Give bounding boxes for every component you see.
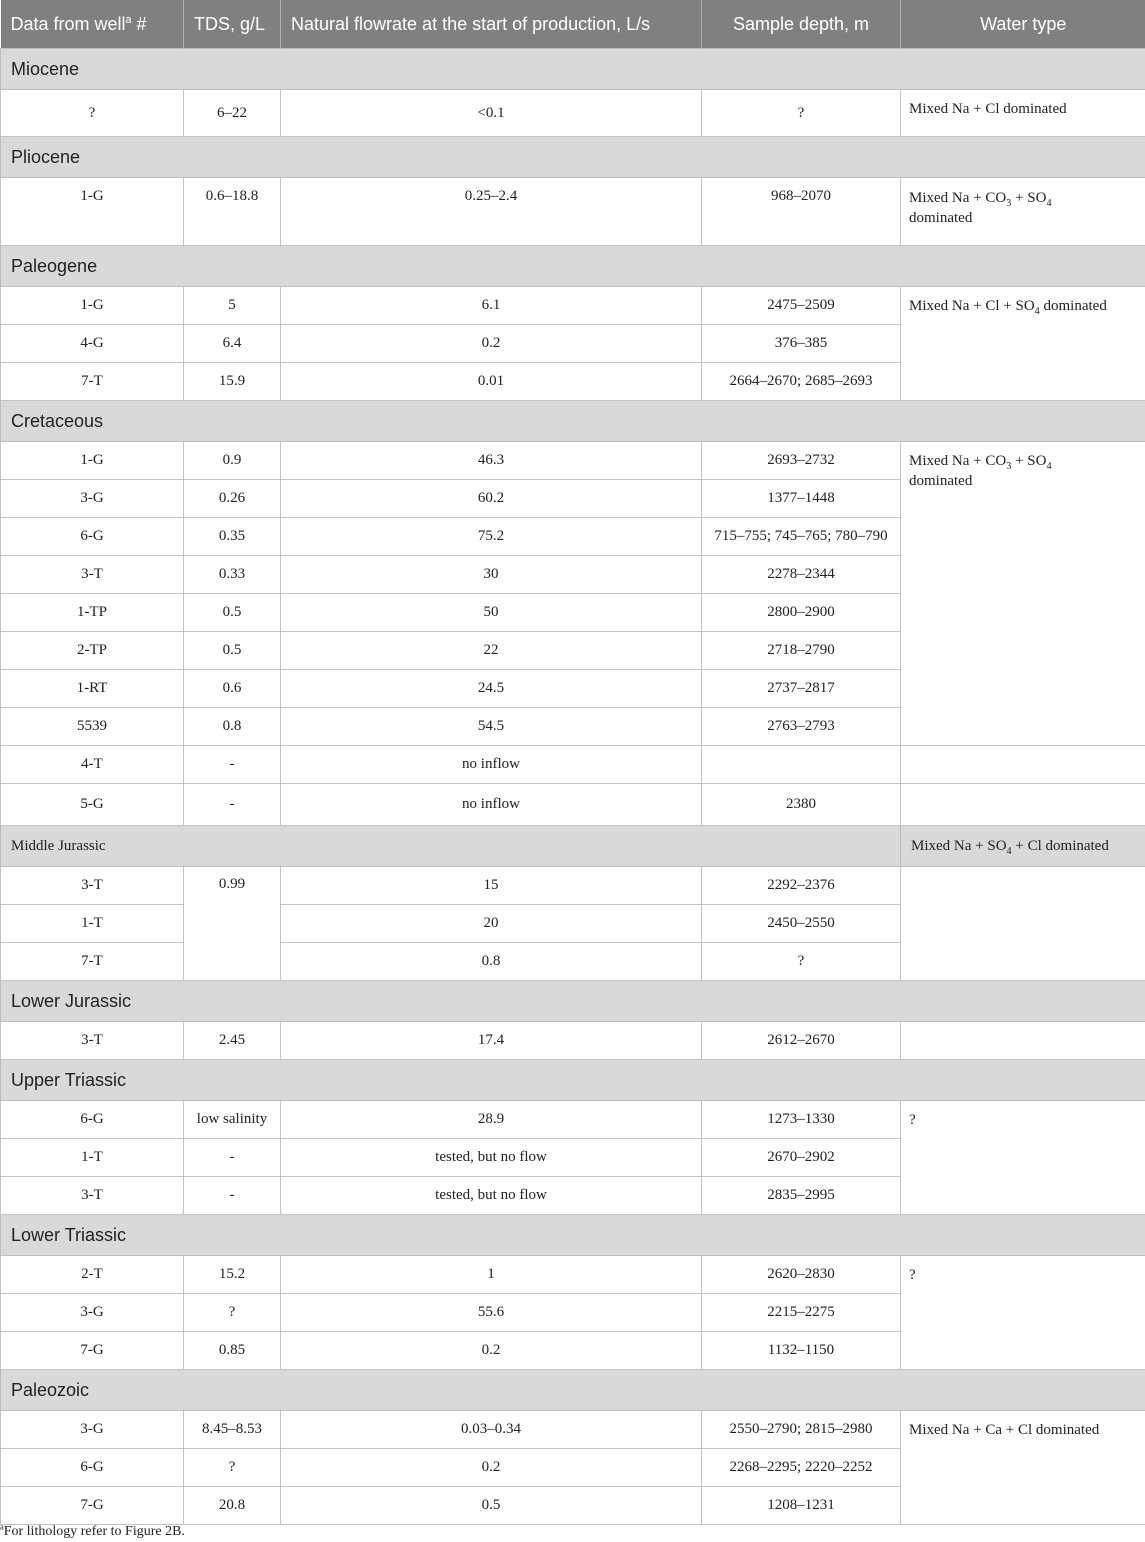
header-well: Data from well$^a$ # [1,0,184,49]
table-row: 4-T - no inflow [1,746,1145,784]
table-row: 1-RT 0.6 24.5 2737–2817 [1,670,1145,708]
section-row [1,981,1145,1022]
section-lower-jurassic: Lower Jurassic [1,981,1145,1022]
table-row: 1-G 5 6.1 2475–2509 Mixed $Na + Cl + SO_4$ dominated [1,287,1145,325]
table-row: 1-G 0.6–18.8 0.25–2.4 968–2070 Mixed $Na + CO_3 + SO_4$ dominated [1,178,1145,246]
section-paleogene: Paleogene [1,246,1145,287]
table-footnote: $^a$For lithology refer to Figure 2B. [0,1522,185,1539]
section-row [1,1060,1145,1101]
table-row: 3-G ? 55.6 2215–2275 [1,1294,1145,1332]
section-row [1,1215,1145,1256]
table-row: 7-T 0.8 ? [1,943,1145,981]
table-row: 3-T 0.33 30 2278–2344 [1,556,1145,594]
table-row: 7-T 15.9 0.01 2664–2670; 2685–2693 [1,363,1145,401]
section-middle-jurassic: Middle Jurassic [1,826,901,867]
table-row: 6-G ? 0.2 2268–2295; 2220–2252 [1,1449,1145,1487]
water-type-cretaceous: Mixed $Na + CO_3 + SO_4$ dominated [901,442,1145,746]
table-row: 3-T - tested, but no flow 2835–2995 [1,1177,1145,1215]
section-row [1,826,1145,867]
section-pliocene: Pliocene [1,137,1145,178]
water-type-lower-triassic: ? [901,1256,1145,1370]
table-row: 3-G 0.26 60.2 1377–1448 [1,480,1145,518]
header-flowrate: Natural flowrate at the start of production, L/s [281,0,702,49]
table-row: 5539 0.8 54.5 2763–2793 [1,708,1145,746]
table-row: 1-G 0.9 46.3 2693–2732 Mixed $Na + CO_3 + SO_4$ dominated [1,442,1145,480]
header-tds: TDS, g/L [184,0,281,49]
table-row: 3-T 2.45 17.4 2612–2670 [1,1022,1145,1060]
table-row: 5-G - no inflow 2380 [1,784,1145,826]
section-paleozoic: Paleozoic [1,1370,1145,1411]
table-row: 1-T - tested, but no flow 2670–2902 [1,1139,1145,1177]
table-row: 7-G 20.8 0.5 1208–1231 [1,1487,1145,1525]
header-row [1,0,1145,49]
section-row [1,401,1145,442]
section-row [1,137,1145,178]
water-type-paleozoic: Mixed Na + Ca + Cl dominated [901,1411,1145,1525]
water-type-miocene: Mixed Na + Cl dominated [901,90,1145,137]
section-row [1,246,1145,287]
table-row: 4-G 6.4 0.2 376–385 [1,325,1145,363]
water-type-upper-triassic: ? [901,1101,1145,1215]
table-row: 1-T 20 2450–2550 [1,905,1145,943]
table-row: 2-T 15.2 1 2620–2830 ? [1,1256,1145,1294]
water-type-middle-jurassic: Mixed $Na + SO_4 + Cl$ dominated [901,826,1145,867]
section-row [1,1370,1145,1411]
section-cretaceous: Cretaceous [1,401,1145,442]
table-row: 7-G 0.85 0.2 1132–1150 [1,1332,1145,1370]
water-type-pliocene: Mixed $Na + CO_3 + SO_4$ dominated [901,178,1145,246]
table-row: 1-TP 0.5 50 2800–2900 [1,594,1145,632]
header-water-type: Water type [901,0,1145,49]
header-depth: Sample depth, m [702,0,901,49]
section-upper-triassic: Upper Triassic [1,1060,1145,1101]
table-row: 6-G 0.35 75.2 715–755; 745–765; 780–790 [1,518,1145,556]
table-row: 6-G low salinity 28.9 1273–1330 ? [1,1101,1145,1139]
section-lower-triassic: Lower Triassic [1,1215,1145,1256]
table-row: 3-G 8.45–8.53 0.03–0.34 2550–2790; 2815–2980 Mixed Na + Ca + Cl dominated [1,1411,1145,1449]
table-row: 2-TP 0.5 22 2718–2790 [1,632,1145,670]
section-miocene: Miocene [1,49,1145,90]
section-row [1,49,1145,90]
table-row: ? 6–22 <0.1 ? Mixed Na + Cl dominated [1,90,1145,137]
table-row: 3-T 0.99 15 2292–2376 [1,867,1145,905]
water-type-paleogene: Mixed $Na + Cl + SO_4$ dominated [901,287,1145,401]
